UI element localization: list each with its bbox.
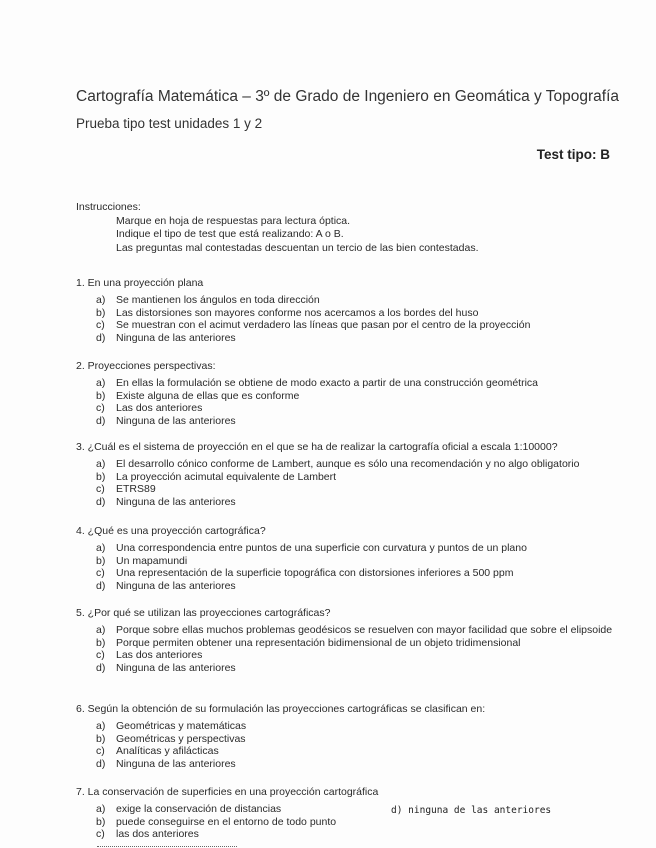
option-b — [96, 555, 636, 568]
option-text: Geométricas y matemáticas — [116, 720, 247, 732]
option-letter: c) — [96, 402, 105, 415]
option-c — [96, 828, 636, 841]
question-text: 1. En una proyección plana — [76, 277, 204, 289]
option-text: Ninguna de las anteriores — [116, 661, 236, 674]
option-letter: b) — [96, 389, 106, 402]
option-text: Ninguna de las anteriores — [116, 414, 236, 427]
option-letter: d) — [96, 414, 106, 427]
option-d — [96, 415, 636, 428]
instructions-heading: Instrucciones: — [76, 201, 141, 213]
option-letter: c) — [96, 483, 105, 496]
question-4 — [76, 525, 636, 592]
option-c — [96, 319, 636, 332]
option-text: Ninguna de las anteriores — [116, 579, 236, 592]
option-c — [96, 402, 636, 415]
option-letter: c) — [96, 649, 105, 662]
option-a — [96, 542, 636, 555]
option-b — [96, 307, 636, 320]
option-b — [96, 390, 636, 403]
option-letter: a) — [96, 542, 106, 554]
option-letter: d) — [96, 331, 106, 344]
option-text: exige la conservación de distancias — [116, 803, 282, 815]
option-d — [96, 580, 636, 593]
option-letter: a) — [96, 720, 106, 732]
option-text: puede conseguirse en el entorno de todo punto — [116, 815, 337, 828]
question-3 — [76, 441, 636, 508]
test-type-label: Test tipo: B — [536, 147, 610, 162]
option-text: Analíticas y afilácticas — [116, 745, 219, 758]
instruction-line: Las preguntas mal contestadas descuentan un tercio de las bien contestadas. — [116, 241, 479, 254]
question-text: 3. ¿Cuál es el sistema de proyección en el que se ha de realizar la cartografía oficial a escala 1:10000? — [76, 441, 558, 453]
option-b — [96, 733, 636, 746]
instruction-line: Indique el tipo de test que está realizando: A o B. — [116, 228, 344, 240]
option-c — [96, 567, 636, 580]
option-text: Una correspondencia entre puntos de una superficie con curvatura y puntos de un plano — [116, 542, 527, 554]
option-letter: b) — [96, 732, 106, 745]
question-text: 2. Proyecciones perspectivas: — [76, 360, 216, 372]
option-a — [96, 803, 636, 816]
option-letter: c) — [96, 319, 105, 332]
page-title: Cartografía Matemática – 3º de Grado de Ingeniero en Geomática y Topografía — [76, 88, 620, 105]
option-letter: d) — [96, 757, 106, 770]
option-c — [96, 649, 636, 662]
question-5 — [76, 607, 636, 674]
option-text: Porque permiten obtener una representación bidimensional de un objeto tridimensional — [116, 636, 521, 649]
option-a — [96, 720, 636, 733]
option-letter: b) — [96, 636, 106, 649]
option-text: Existe alguna de ellas que es conforme — [116, 389, 300, 402]
option-letter: d) — [96, 579, 106, 592]
option-c — [96, 483, 636, 496]
question-7 — [76, 786, 636, 841]
option-letter: d) — [96, 495, 106, 508]
option-text: ETRS89 — [116, 483, 156, 496]
option-text: Geométricas y perspectivas — [116, 732, 246, 745]
option-letter: a) — [96, 377, 106, 389]
option-letter: b) — [96, 815, 106, 828]
option-letter: b) — [96, 470, 106, 483]
option-text: Porque sobre ellas muchos problemas geodésicos se resuelven con mayor facilidad que sobre el elipsoide — [116, 624, 613, 636]
option-c — [96, 745, 636, 758]
question-7-option-d-annotation: d) ninguna de las anteriores — [391, 805, 552, 816]
option-letter: b) — [96, 306, 106, 319]
option-letter: a) — [96, 458, 106, 470]
option-letter: d) — [96, 661, 106, 674]
option-text: Las dos anteriores — [116, 649, 203, 662]
option-a — [96, 624, 636, 637]
page-subtitle: Prueba tipo test unidades 1 y 2 — [76, 116, 263, 131]
option-b — [96, 816, 636, 829]
option-d — [96, 496, 636, 509]
option-text: Las distorsiones son mayores conforme nos acercamos a los bordes del huso — [116, 306, 479, 319]
option-letter: a) — [96, 803, 106, 815]
option-d — [96, 662, 636, 675]
option-text: las dos anteriores — [116, 828, 199, 841]
question-1 — [76, 277, 636, 344]
option-a — [96, 458, 636, 471]
option-b — [96, 471, 636, 484]
option-letter: a) — [96, 294, 106, 306]
page-cut-off-line — [97, 842, 237, 848]
option-letter: a) — [96, 624, 106, 636]
question-text: 4. ¿Qué es una proyección cartográfica? — [76, 525, 266, 537]
option-text: Se muestran con el acimut verdadero las líneas que pasan por el centro de la proyección — [116, 319, 531, 332]
question-2 — [76, 360, 636, 427]
option-text: La proyección acimutal equivalente de Lambert — [116, 470, 337, 483]
question-6 — [76, 703, 636, 770]
option-text: El desarrollo cónico conforme de Lambert, aunque es sólo una recomendación y no algo obligatorio — [116, 458, 580, 470]
option-text: Una representación de la superficie topográfica con distorsiones inferiores a 500 ppm — [116, 567, 514, 580]
option-letter: b) — [96, 554, 106, 567]
option-text: En ellas la formulación se obtiene de modo exacto a partir de una construcción geométrica — [116, 377, 538, 389]
instruction-line: Marque en hoja de respuestas para lectura óptica. — [116, 214, 351, 227]
question-text: 6. Según la obtención de su formulación las proyecciones cartográficas se clasifican en: — [76, 703, 486, 715]
option-d — [96, 332, 636, 345]
option-letter: c) — [96, 745, 105, 758]
option-text: Ninguna de las anteriores — [116, 331, 236, 344]
option-text: Un mapamundi — [116, 554, 188, 567]
option-a — [96, 377, 636, 390]
option-text: Se mantienen los ángulos en toda dirección — [116, 294, 320, 306]
option-text: Ninguna de las anteriores — [116, 757, 236, 770]
option-a — [96, 294, 636, 307]
option-b — [96, 637, 636, 650]
option-text: Ninguna de las anteriores — [116, 495, 236, 508]
question-text: 5. ¿Por qué se utilizan las proyecciones cartográficas? — [76, 607, 331, 619]
option-letter: c) — [96, 828, 105, 841]
instructions-block — [76, 201, 479, 255]
option-d — [96, 758, 636, 771]
question-text: 7. La conservación de superficies en una proyección cartográfica — [76, 786, 379, 798]
option-text: Las dos anteriores — [116, 402, 203, 415]
option-letter: c) — [96, 567, 105, 580]
